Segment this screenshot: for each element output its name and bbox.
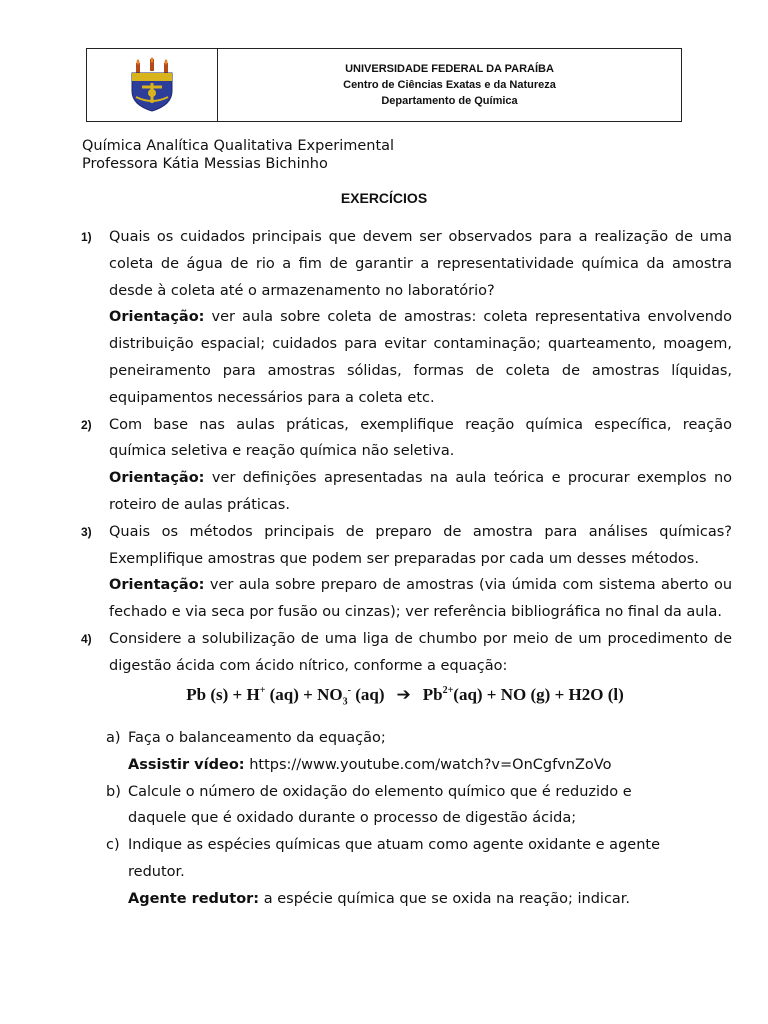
- eq-right-b: (aq) + NO (g) + H2O (l): [453, 684, 624, 704]
- logo-cell: [87, 49, 218, 121]
- orientation-label: Orientação:: [109, 470, 205, 487]
- question-number: 2): [81, 417, 92, 432]
- question-number: 4): [81, 631, 92, 646]
- eq-right-a: Pb: [422, 684, 443, 704]
- question-1: [78, 224, 732, 412]
- question-text: Quais os cuidados principais que devem ser observados para a realização de uma coleta de água de rio a fim de garantir a representatividade química da amostra desde à coleta até o armazenamento no laboratório?: [109, 229, 732, 299]
- chemical-equation: [78, 680, 732, 717]
- arrow-right-icon: ➔: [396, 684, 411, 705]
- video-label: Assistir vídeo:: [128, 756, 245, 773]
- subitem-text: Faça o balanceamento da equação;: [128, 729, 386, 746]
- video-link[interactable]: https://www.youtube.com/watch?v=OnCgfvnZoVo: [249, 756, 612, 773]
- orientation: [109, 465, 732, 519]
- question-3: [78, 519, 732, 626]
- question-number: 1): [81, 230, 92, 244]
- agent-text: a espécie química que se oxida na reação; indicar.: [263, 890, 631, 907]
- question-4-subitems: [78, 725, 732, 913]
- question-4: [78, 626, 732, 680]
- eq-left-b: (aq) + NO: [265, 684, 343, 704]
- course-info: [82, 137, 394, 173]
- question-2: [78, 412, 732, 519]
- university-name: UNIVERSIDADE FEDERAL DA PARAÍBA: [345, 63, 554, 75]
- eq-sup: -: [347, 684, 351, 696]
- professor-name: Professora Kátia Messias Bichinho: [82, 156, 328, 172]
- eq-left-a: Pb (s) + H: [186, 684, 260, 704]
- subitem-text: Calcule o número de oxidação do elemento químico que é reduzido e: [128, 783, 632, 800]
- header-table: [86, 48, 682, 122]
- exercise-list: [78, 224, 732, 913]
- question-number: 3): [81, 524, 92, 539]
- orientation-text: ver aula sobre preparo de amostras (via úmida com sistema aberto ou fechado e via seca por fusão ou cinzas); ver referência bibliográfica no final da aula.: [109, 577, 733, 621]
- question-text: Quais os métodos principais de preparo de amostra para análises químicas? Exemplifique amostras que podem ser preparadas por cada um desses métodos.: [109, 523, 732, 567]
- eq-sup: 2+: [442, 684, 454, 696]
- question-text: Considere a solubilização de uma liga de chumbo por meio de um procedimento de digestão ácida com ácido nítrico, conforme a equação:: [109, 630, 732, 674]
- orientation-label: Orientação:: [109, 309, 205, 326]
- subitem-label: b): [106, 783, 121, 800]
- subitem-text: Indique as espécies químicas que atuam como agente oxidante e agente: [128, 837, 660, 854]
- orientation-text: ver aula sobre coleta de amostras: coleta representativa envolvendo distribuição espacial; cuidados para evitar contaminação; quarteamento, moagem, peneiramento para amostras sólidas, formas de coleta de amostras líquidas, equipamentos necessários para a coleta etc.: [109, 309, 733, 406]
- course-name: Química Analítica Qualitativa Experimental: [82, 138, 395, 154]
- orientation: [109, 572, 732, 626]
- subitem-text-continued: redutor.: [128, 863, 185, 880]
- question-text: Com base nas aulas práticas, exemplifique reação química específica, reação química seletiva e reação química não seletiva.: [109, 416, 732, 460]
- agent-label: Agente redutor:: [128, 890, 260, 907]
- agent-hint: [106, 886, 732, 913]
- institution-block: [218, 49, 681, 121]
- eq-sup: +: [259, 684, 266, 696]
- orientation-label: Orientação:: [109, 577, 205, 594]
- center-name: Centro de Ciências Exatas e da Natureza: [343, 79, 556, 91]
- department-name: Departamento de Química: [381, 95, 518, 107]
- eq-left-c: (aq): [350, 684, 385, 704]
- subitem-label: a): [106, 729, 121, 746]
- subitem-a: [106, 725, 732, 752]
- video-reference: [106, 752, 732, 779]
- subitem-label: c): [106, 837, 120, 854]
- subitem-c: [106, 832, 732, 859]
- eq-sub: 3: [342, 695, 348, 707]
- subitem-text-continued: daquele que é oxidado durante o processo de digestão ácida;: [128, 810, 577, 827]
- orientation: [109, 304, 732, 411]
- page-title: EXERCÍCIOS: [340, 190, 428, 206]
- orientation-text: ver definições apresentadas na aula teórica e procurar exemplos no roteiro de aulas práticas.: [109, 470, 733, 513]
- subitem-b: [106, 779, 732, 806]
- ufpb-crest-icon: [128, 57, 176, 113]
